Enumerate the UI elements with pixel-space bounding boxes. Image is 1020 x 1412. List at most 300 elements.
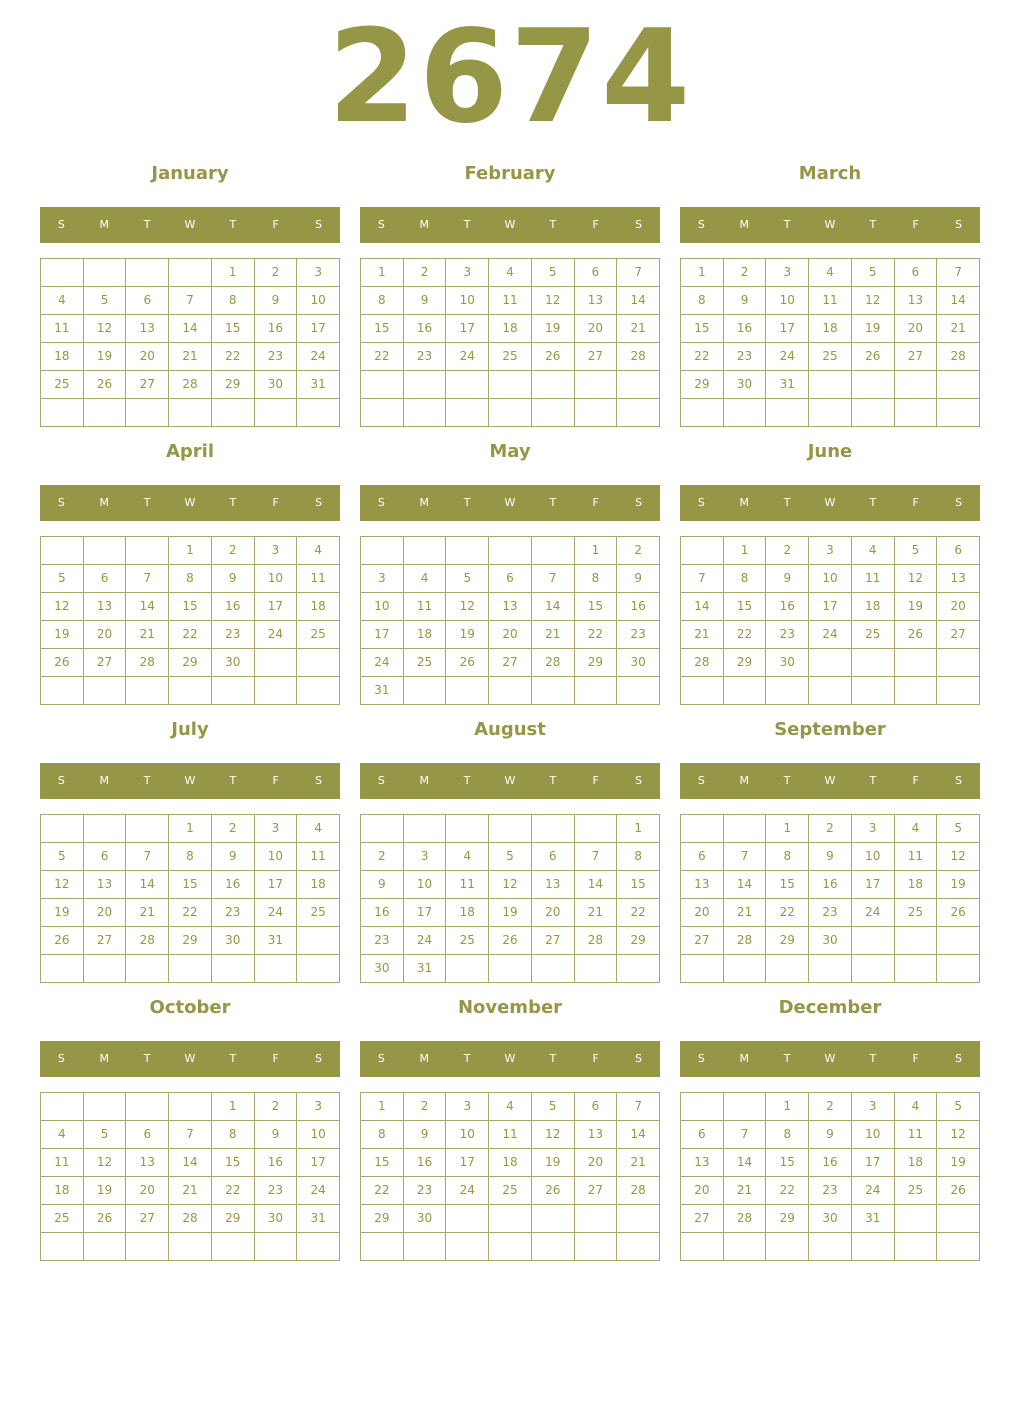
day-cell: 1 — [766, 1093, 809, 1121]
day-cell: 21 — [169, 1177, 212, 1205]
day-cell: 19 — [532, 1149, 575, 1177]
day-grid — [40, 814, 340, 983]
empty-day-cell — [532, 815, 575, 843]
day-cell: 7 — [126, 565, 169, 593]
day-cell: 29 — [212, 1205, 255, 1233]
empty-day-cell — [255, 649, 298, 677]
day-cell: 11 — [895, 843, 938, 871]
empty-day-cell — [937, 677, 980, 705]
day-cell: 29 — [169, 927, 212, 955]
day-cell: 19 — [895, 593, 938, 621]
weekday-label: M — [419, 774, 430, 787]
day-cell: 21 — [169, 343, 212, 371]
month-december — [680, 992, 980, 1270]
empty-day-cell — [41, 1093, 84, 1121]
empty-day-cell — [361, 815, 404, 843]
day-cell: 27 — [532, 927, 575, 955]
day-cell: 12 — [532, 1121, 575, 1149]
weekday-label: F — [912, 1052, 919, 1065]
day-cell: 28 — [617, 343, 660, 371]
empty-day-cell — [84, 815, 127, 843]
weekday-label: W — [184, 218, 196, 231]
day-cell: 20 — [681, 899, 724, 927]
day-cell: 5 — [489, 843, 532, 871]
weekday-label: M — [99, 774, 110, 787]
day-cell: 26 — [489, 927, 532, 955]
day-cell: 17 — [404, 899, 447, 927]
day-cell: 6 — [126, 287, 169, 315]
weekday-header — [680, 1041, 980, 1077]
day-cell: 3 — [446, 1093, 489, 1121]
day-cell: 8 — [724, 565, 767, 593]
weekday-label: S — [635, 1052, 643, 1065]
weekday-label: S — [315, 496, 323, 509]
empty-day-cell — [404, 815, 447, 843]
day-cell: 5 — [852, 259, 895, 287]
empty-day-cell — [84, 399, 127, 427]
empty-day-cell — [361, 1233, 404, 1261]
day-cell: 4 — [852, 537, 895, 565]
day-cell: 8 — [617, 843, 660, 871]
month-name: November — [457, 997, 563, 1018]
weekday-label: T — [549, 218, 557, 231]
empty-day-cell — [126, 399, 169, 427]
weekday-label: T — [143, 1052, 151, 1065]
weekday-label: T — [549, 1052, 557, 1065]
day-cell: 6 — [681, 1121, 724, 1149]
day-cell: 18 — [404, 621, 447, 649]
day-cell: 3 — [361, 565, 404, 593]
day-cell: 4 — [297, 537, 340, 565]
day-cell: 27 — [681, 927, 724, 955]
day-cell: 10 — [255, 843, 298, 871]
day-cell: 2 — [212, 815, 255, 843]
day-cell: 26 — [532, 343, 575, 371]
day-cell: 2 — [212, 537, 255, 565]
day-cell: 6 — [84, 843, 127, 871]
empty-day-cell — [212, 399, 255, 427]
day-cell: 30 — [212, 927, 255, 955]
day-cell: 18 — [446, 899, 489, 927]
empty-day-cell — [852, 677, 895, 705]
day-cell: 18 — [895, 871, 938, 899]
weekday-label: W — [824, 218, 836, 231]
empty-day-cell — [297, 955, 340, 983]
empty-day-cell — [489, 1205, 532, 1233]
weekday-label: S — [377, 496, 385, 509]
day-cell: 21 — [681, 621, 724, 649]
day-cell: 25 — [489, 343, 532, 371]
empty-day-cell — [895, 927, 938, 955]
day-cell: 5 — [532, 259, 575, 287]
day-cell: 29 — [724, 649, 767, 677]
day-cell: 23 — [212, 899, 255, 927]
empty-day-cell — [681, 677, 724, 705]
day-cell: 23 — [361, 927, 404, 955]
day-cell: 17 — [446, 315, 489, 343]
empty-day-cell — [852, 1233, 895, 1261]
day-cell: 7 — [681, 565, 724, 593]
day-cell: 14 — [169, 315, 212, 343]
day-cell: 10 — [404, 871, 447, 899]
day-cell: 29 — [212, 371, 255, 399]
day-cell: 20 — [489, 621, 532, 649]
empty-day-cell — [41, 955, 84, 983]
day-cell: 14 — [681, 593, 724, 621]
day-cell: 20 — [937, 593, 980, 621]
day-cell: 14 — [724, 1149, 767, 1177]
day-cell: 26 — [852, 343, 895, 371]
day-cell: 3 — [766, 259, 809, 287]
day-cell: 25 — [895, 1177, 938, 1205]
day-grid — [360, 814, 660, 983]
empty-day-cell — [681, 399, 724, 427]
empty-day-cell — [255, 955, 298, 983]
day-cell: 30 — [361, 955, 404, 983]
weekday-label: T — [549, 496, 557, 509]
day-cell: 14 — [724, 871, 767, 899]
day-cell: 4 — [297, 815, 340, 843]
empty-day-cell — [532, 399, 575, 427]
weekday-label: T — [783, 1052, 791, 1065]
day-cell: 22 — [724, 621, 767, 649]
weekday-label: S — [635, 496, 643, 509]
day-cell: 31 — [766, 371, 809, 399]
weekday-label: M — [99, 218, 110, 231]
empty-day-cell — [937, 371, 980, 399]
weekday-header — [40, 485, 340, 521]
day-cell: 7 — [169, 1121, 212, 1149]
day-cell: 9 — [809, 843, 852, 871]
empty-day-cell — [937, 927, 980, 955]
day-cell: 21 — [126, 899, 169, 927]
weekday-label: T — [463, 1052, 471, 1065]
months-grid — [40, 158, 980, 1270]
day-grid — [360, 536, 660, 705]
weekday-label: T — [229, 1052, 237, 1065]
day-cell: 10 — [361, 593, 404, 621]
empty-day-cell — [766, 399, 809, 427]
empty-day-cell — [937, 399, 980, 427]
empty-day-cell — [575, 677, 618, 705]
day-cell: 6 — [84, 565, 127, 593]
day-cell: 20 — [84, 621, 127, 649]
weekday-label: T — [143, 218, 151, 231]
day-cell: 5 — [532, 1093, 575, 1121]
day-cell: 7 — [617, 1093, 660, 1121]
day-cell: 9 — [212, 565, 255, 593]
weekday-label: T — [143, 496, 151, 509]
day-cell: 19 — [41, 621, 84, 649]
month-october — [40, 992, 340, 1270]
day-cell: 22 — [212, 1177, 255, 1205]
day-cell: 17 — [297, 1149, 340, 1177]
day-cell: 30 — [809, 1205, 852, 1233]
empty-day-cell — [937, 955, 980, 983]
empty-day-cell — [255, 677, 298, 705]
day-cell: 17 — [766, 315, 809, 343]
day-cell: 26 — [41, 927, 84, 955]
empty-day-cell — [724, 955, 767, 983]
day-cell: 22 — [361, 343, 404, 371]
weekday-label: T — [783, 774, 791, 787]
day-cell: 16 — [724, 315, 767, 343]
day-cell: 18 — [297, 593, 340, 621]
day-cell: 14 — [126, 593, 169, 621]
day-cell: 26 — [937, 899, 980, 927]
empty-day-cell — [169, 1093, 212, 1121]
weekday-label: S — [955, 218, 963, 231]
day-cell: 8 — [575, 565, 618, 593]
day-grid — [680, 814, 980, 983]
empty-day-cell — [446, 1233, 489, 1261]
day-cell: 23 — [809, 1177, 852, 1205]
empty-day-cell — [724, 677, 767, 705]
day-cell: 5 — [937, 1093, 980, 1121]
day-cell: 19 — [84, 343, 127, 371]
day-cell: 15 — [766, 871, 809, 899]
day-cell: 12 — [489, 871, 532, 899]
day-cell: 10 — [852, 843, 895, 871]
weekday-label: T — [463, 774, 471, 787]
empty-day-cell — [681, 815, 724, 843]
empty-day-cell — [575, 371, 618, 399]
weekday-header — [40, 763, 340, 799]
weekday-header — [360, 207, 660, 243]
day-cell: 8 — [361, 287, 404, 315]
empty-day-cell — [446, 537, 489, 565]
empty-day-cell — [575, 1205, 618, 1233]
day-cell: 11 — [809, 287, 852, 315]
month-august — [360, 714, 660, 992]
day-cell: 3 — [852, 1093, 895, 1121]
weekday-label: S — [955, 496, 963, 509]
day-cell: 12 — [937, 843, 980, 871]
day-cell: 9 — [255, 1121, 298, 1149]
weekday-label: F — [272, 496, 279, 509]
weekday-label: S — [57, 496, 65, 509]
empty-day-cell — [361, 399, 404, 427]
day-cell: 10 — [766, 287, 809, 315]
day-cell: 14 — [617, 1121, 660, 1149]
day-cell: 1 — [169, 537, 212, 565]
day-cell: 15 — [766, 1149, 809, 1177]
day-cell: 21 — [617, 1149, 660, 1177]
day-cell: 5 — [41, 565, 84, 593]
day-cell: 25 — [297, 899, 340, 927]
day-cell: 27 — [575, 1177, 618, 1205]
empty-day-cell — [212, 1233, 255, 1261]
month-november — [360, 992, 660, 1270]
day-cell: 30 — [766, 649, 809, 677]
weekday-label: M — [739, 218, 750, 231]
day-cell: 23 — [809, 899, 852, 927]
empty-day-cell — [489, 677, 532, 705]
day-cell: 6 — [575, 259, 618, 287]
day-cell: 21 — [724, 899, 767, 927]
weekday-label: S — [315, 218, 323, 231]
weekday-header — [40, 1041, 340, 1077]
month-may — [360, 436, 660, 714]
month-name: March — [798, 163, 862, 184]
day-cell: 16 — [809, 1149, 852, 1177]
weekday-label: F — [592, 496, 599, 509]
day-cell: 6 — [937, 537, 980, 565]
empty-day-cell — [617, 371, 660, 399]
year-title: 2674 — [327, 3, 693, 152]
month-name: December — [778, 997, 882, 1018]
empty-day-cell — [84, 677, 127, 705]
day-cell: 15 — [575, 593, 618, 621]
month-name: July — [171, 719, 209, 740]
day-cell: 22 — [169, 621, 212, 649]
day-cell: 31 — [255, 927, 298, 955]
empty-day-cell — [852, 649, 895, 677]
day-cell: 24 — [255, 899, 298, 927]
day-cell: 30 — [212, 649, 255, 677]
day-cell: 15 — [169, 871, 212, 899]
day-cell: 19 — [84, 1177, 127, 1205]
month-name: October — [149, 997, 231, 1018]
day-cell: 2 — [724, 259, 767, 287]
empty-day-cell — [766, 955, 809, 983]
day-cell: 27 — [126, 1205, 169, 1233]
empty-day-cell — [575, 399, 618, 427]
weekday-header — [680, 485, 980, 521]
weekday-label: F — [912, 218, 919, 231]
empty-day-cell — [532, 677, 575, 705]
day-cell: 1 — [361, 259, 404, 287]
day-cell: 1 — [724, 537, 767, 565]
weekday-label: S — [697, 496, 705, 509]
empty-day-cell — [126, 1233, 169, 1261]
day-cell: 28 — [575, 927, 618, 955]
day-cell: 9 — [255, 287, 298, 315]
day-cell: 5 — [84, 287, 127, 315]
weekday-label: M — [739, 496, 750, 509]
weekday-label: M — [419, 1052, 430, 1065]
weekday-label: S — [697, 774, 705, 787]
empty-day-cell — [84, 259, 127, 287]
day-cell: 13 — [84, 593, 127, 621]
day-cell: 1 — [169, 815, 212, 843]
day-cell: 25 — [895, 899, 938, 927]
day-cell: 19 — [446, 621, 489, 649]
day-cell: 4 — [809, 259, 852, 287]
month-february — [360, 158, 660, 436]
empty-day-cell — [297, 927, 340, 955]
month-september — [680, 714, 980, 992]
empty-day-cell — [169, 677, 212, 705]
day-cell: 3 — [404, 843, 447, 871]
day-cell: 24 — [446, 343, 489, 371]
weekday-label: W — [504, 218, 516, 231]
day-cell: 16 — [361, 899, 404, 927]
weekday-header — [360, 1041, 660, 1077]
empty-day-cell — [169, 399, 212, 427]
day-cell: 2 — [617, 537, 660, 565]
weekday-label: T — [783, 218, 791, 231]
day-cell: 6 — [681, 843, 724, 871]
day-cell: 17 — [446, 1149, 489, 1177]
empty-day-cell — [617, 955, 660, 983]
day-cell: 25 — [446, 927, 489, 955]
day-cell: 22 — [766, 899, 809, 927]
weekday-label: T — [463, 218, 471, 231]
day-cell: 30 — [809, 927, 852, 955]
weekday-label: M — [419, 218, 430, 231]
weekday-label: S — [635, 218, 643, 231]
day-cell: 29 — [766, 927, 809, 955]
empty-day-cell — [446, 1205, 489, 1233]
empty-day-cell — [446, 955, 489, 983]
empty-day-cell — [532, 1205, 575, 1233]
day-cell: 1 — [212, 1093, 255, 1121]
weekday-label: M — [99, 1052, 110, 1065]
empty-day-cell — [41, 259, 84, 287]
day-cell: 11 — [446, 871, 489, 899]
empty-day-cell — [361, 371, 404, 399]
day-cell: 24 — [809, 621, 852, 649]
day-cell: 4 — [41, 1121, 84, 1149]
day-cell: 27 — [681, 1205, 724, 1233]
day-cell: 18 — [895, 1149, 938, 1177]
day-cell: 19 — [852, 315, 895, 343]
weekday-label: S — [377, 1052, 385, 1065]
day-cell: 24 — [361, 649, 404, 677]
day-cell: 12 — [937, 1121, 980, 1149]
day-cell: 30 — [255, 1205, 298, 1233]
weekday-label: F — [272, 218, 279, 231]
empty-day-cell — [724, 815, 767, 843]
day-cell: 1 — [361, 1093, 404, 1121]
day-cell: 31 — [852, 1205, 895, 1233]
weekday-label: T — [463, 496, 471, 509]
weekday-label: F — [272, 774, 279, 787]
empty-day-cell — [852, 927, 895, 955]
day-cell: 10 — [446, 1121, 489, 1149]
day-cell: 8 — [212, 1121, 255, 1149]
empty-day-cell — [212, 677, 255, 705]
day-cell: 2 — [809, 1093, 852, 1121]
day-cell: 4 — [489, 1093, 532, 1121]
empty-day-cell — [937, 1205, 980, 1233]
day-cell: 18 — [489, 315, 532, 343]
weekday-label: S — [57, 218, 65, 231]
day-cell: 16 — [212, 871, 255, 899]
month-june — [680, 436, 980, 714]
day-cell: 23 — [255, 343, 298, 371]
day-cell: 16 — [809, 871, 852, 899]
day-cell: 13 — [489, 593, 532, 621]
empty-day-cell — [489, 1233, 532, 1261]
empty-day-cell — [126, 1093, 169, 1121]
day-cell: 17 — [361, 621, 404, 649]
day-cell: 15 — [169, 593, 212, 621]
day-cell: 25 — [404, 649, 447, 677]
day-cell: 7 — [126, 843, 169, 871]
empty-day-cell — [895, 677, 938, 705]
weekday-header — [680, 763, 980, 799]
empty-day-cell — [724, 399, 767, 427]
day-cell: 5 — [446, 565, 489, 593]
day-cell: 25 — [41, 371, 84, 399]
day-grid — [40, 536, 340, 705]
day-cell: 6 — [489, 565, 532, 593]
day-cell: 6 — [532, 843, 575, 871]
day-cell: 9 — [212, 843, 255, 871]
day-cell: 8 — [361, 1121, 404, 1149]
